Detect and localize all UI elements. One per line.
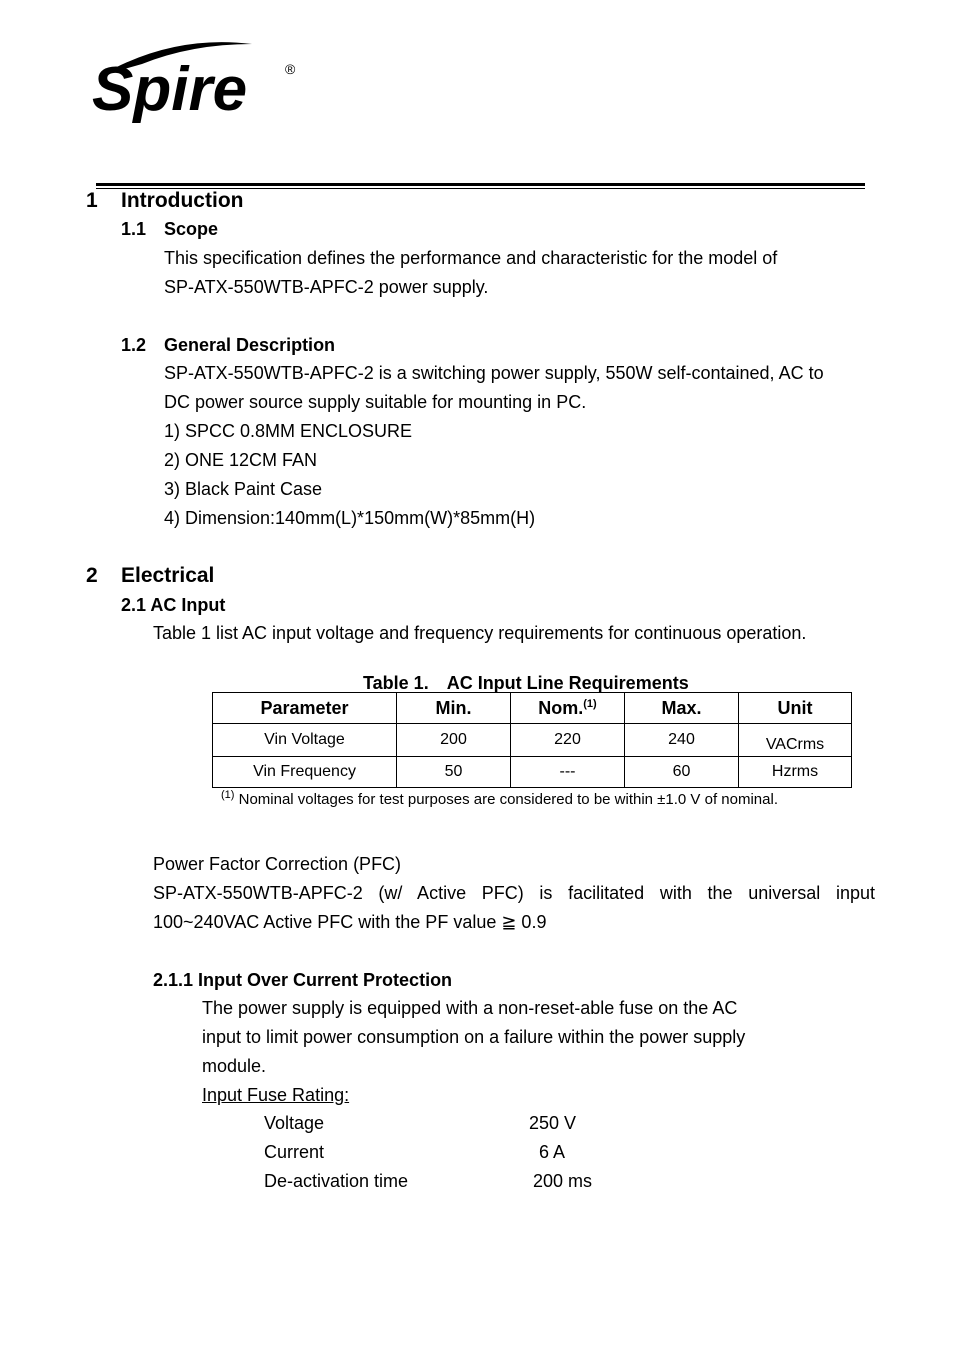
table-footnote — [221, 789, 778, 808]
cell-max: 240 — [625, 724, 739, 757]
fuse-deactivation-label: De-activation time — [264, 1171, 409, 1191]
section-1-1-title: Scope — [164, 219, 219, 239]
section-2-title: Electrical — [121, 564, 215, 587]
section-1-1-number: 1.1 — [121, 219, 147, 239]
spire-logo — [82, 38, 302, 138]
section-2-number: 2 — [86, 564, 98, 587]
cell-nom: 220 — [511, 724, 625, 757]
general-desc-item-3: 3) Black Paint Case — [164, 479, 323, 499]
ocp-line-2: input to limit power consumption on a failure within the power supply — [202, 1027, 746, 1047]
header-max: Max. — [625, 693, 739, 724]
header-rule-thick — [96, 183, 865, 186]
fuse-deactivation-value: 200 ms — [533, 1171, 593, 1191]
ac-input-intro: Table 1 list AC input voltage and frequency requirements for continuous operation. — [153, 623, 807, 643]
header-parameter: Parameter — [213, 693, 397, 724]
table-header-row — [213, 693, 852, 724]
fuse-current-value: 6 A — [539, 1142, 566, 1162]
scope-line-2: SP-ATX-550WTB-APFC-2 power supply. — [164, 277, 489, 297]
header-unit: Unit — [739, 693, 852, 724]
footnote-marker: (1) — [221, 789, 235, 801]
header-min: Min. — [397, 693, 511, 724]
general-desc-item-4: 4) Dimension:140mm(L)*150mm(W)*85mm(H) — [164, 508, 536, 528]
section-2-1-title: 2.1 AC Input — [121, 595, 226, 615]
section-1-2-title: General Description — [164, 335, 336, 355]
cell-unit: VACrms — [739, 724, 852, 757]
general-desc-item-2: 2) ONE 12CM FAN — [164, 450, 318, 470]
table-1-caption: Table 1. AC Input Line Requirements — [363, 673, 689, 693]
general-desc-line-2: DC power source supply suitable for mounting in PC. — [164, 392, 587, 412]
section-1-2-number: 1.2 — [121, 335, 147, 355]
table-row — [213, 724, 852, 757]
cell-parameter: Vin Frequency — [213, 757, 397, 788]
fuse-voltage-label: Voltage — [264, 1113, 325, 1133]
cell-parameter: Vin Voltage — [213, 724, 397, 757]
fuse-current-label: Current — [264, 1142, 325, 1162]
cell-max: 60 — [625, 757, 739, 788]
spire-logo-graphic — [82, 38, 302, 133]
logo-text: Spire — [92, 55, 248, 124]
ocp-line-1: The power supply is equipped with a non-reset-able fuse on the AC — [202, 998, 738, 1018]
cell-min: 200 — [397, 724, 511, 757]
nom-footnote-marker: (1) — [583, 697, 597, 710]
ocp-line-3: module. — [202, 1056, 267, 1076]
footnote-text: Nominal voltages for test purposes are considered to be within ±1.0 V of nominal. — [238, 791, 778, 808]
pfc-line-2: 100~240VAC Active PFC with the PF value ≧ 0.9 — [153, 912, 547, 932]
header-nom: Nom.$^{(1)}$ — [511, 693, 625, 724]
registered-mark: ® — [285, 61, 296, 77]
section-1-number: 1 — [86, 189, 98, 212]
scope-line-1: This specification defines the performance and characteristic for the model of — [164, 248, 778, 268]
general-desc-item-1: 1) SPCC 0.8MM ENCLOSURE — [164, 421, 413, 441]
fuse-voltage-value: 250 V — [529, 1113, 577, 1133]
table-row — [213, 757, 852, 788]
pfc-line-1: SP-ATX-550WTB-APFC-2 (w/ Active PFC) is facilitated with the universal input — [153, 883, 875, 903]
cell-min: 50 — [397, 757, 511, 788]
ac-input-table — [212, 692, 852, 788]
general-desc-line-1: SP-ATX-550WTB-APFC-2 is a switching power supply, 550W self-contained, AC to — [164, 363, 824, 383]
cell-unit: Hzrms — [739, 757, 852, 788]
fuse-rating-label: Input Fuse Rating: — [202, 1085, 350, 1105]
cell-nom: --- — [511, 757, 625, 788]
pfc-title: Power Factor Correction (PFC) — [153, 854, 402, 874]
section-2-1-1-title: 2.1.1 Input Over Current Protection — [153, 970, 453, 990]
section-1-title: Introduction — [121, 189, 244, 212]
